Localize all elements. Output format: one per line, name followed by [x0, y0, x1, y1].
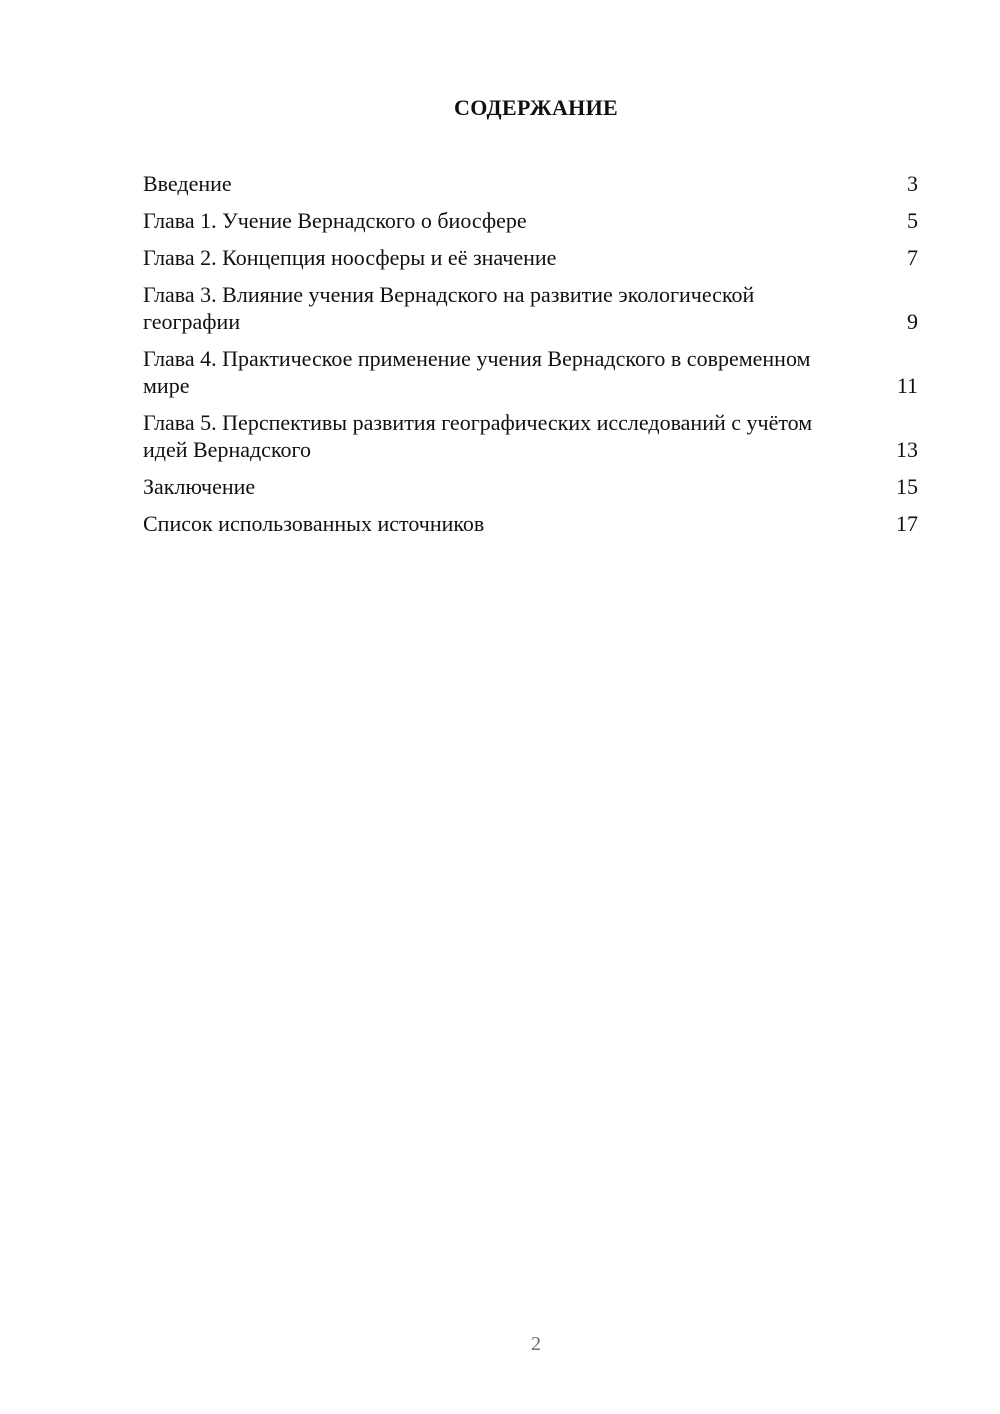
- toc-entry-page: 7: [907, 245, 918, 270]
- toc-entry-page: 11: [896, 373, 918, 398]
- toc-entry-chapter-3[interactable]: [143, 281, 918, 335]
- toc-entry-page: 9: [907, 309, 918, 334]
- toc-entry-conclusion[interactable]: [143, 473, 918, 500]
- toc-entry-text: Заключение: [143, 474, 256, 499]
- toc-entry-page: 15: [896, 474, 918, 499]
- toc-entry-text: Введение: [143, 171, 232, 196]
- toc-entry-chapter-1[interactable]: [143, 207, 918, 234]
- toc-entry-text: Глава 2. Концепция ноосферы и её значение: [143, 245, 557, 270]
- toc-entry-references[interactable]: [143, 510, 918, 537]
- toc-entry-page: 13: [896, 437, 918, 462]
- toc-entry-chapter-5[interactable]: [143, 409, 918, 463]
- toc-entry-chapter-2[interactable]: [143, 244, 918, 271]
- toc-entry-text: Глава 5. Перспективы развития географических исследований с учётом идей Вернадского: [143, 410, 813, 462]
- toc-entry-text: Список использованных источников: [143, 511, 485, 536]
- toc-entry-text: Глава 1. Учение Вернадского о биосфере: [143, 208, 527, 233]
- toc-entry-page: 5: [907, 208, 918, 233]
- toc-title: СОДЕРЖАНИЕ: [454, 95, 618, 120]
- toc-entry-text: Глава 4. Практическое применение учения Вернадского в современном мире: [143, 346, 811, 398]
- toc-entry-page: 17: [896, 511, 918, 536]
- toc-entry-page: 3: [907, 171, 918, 196]
- toc-entry-chapter-4[interactable]: [143, 345, 918, 399]
- page-number: 2: [531, 1333, 541, 1355]
- table-of-contents: [143, 170, 918, 547]
- toc-entry-text: Глава 3. Влияние учения Вернадского на развитие экологической географии: [143, 282, 755, 334]
- toc-entry-introduction[interactable]: [143, 170, 918, 197]
